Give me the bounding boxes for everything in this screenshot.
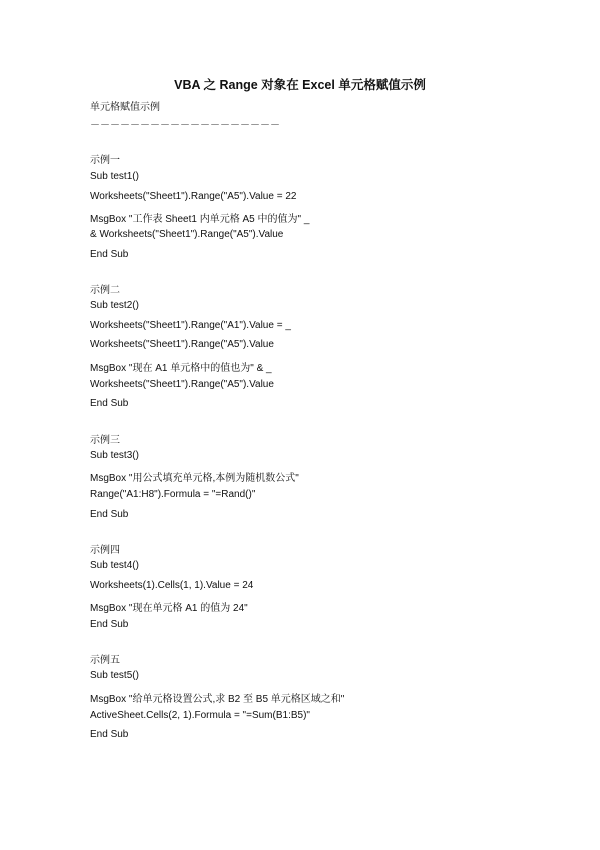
code-line: MsgBox "现在 A1 单元格中的值也为" & _ [90, 363, 272, 374]
code-line: Worksheets("Sheet1").Range("A5").Value [90, 379, 274, 390]
code-line: End Sub [90, 619, 129, 630]
code-line: MsgBox "现在单元格 A1 的值为 24" [90, 603, 248, 614]
code-line: End Sub [90, 509, 129, 520]
code-line: End Sub [90, 729, 129, 740]
section-heading-2: 示例二 [90, 285, 120, 296]
divider: －－－－－－－－－－－－－－－－－－－ [90, 120, 280, 131]
subtitle: 单元格赋值示例 [90, 102, 160, 113]
code-line: ActiveSheet.Cells(2, 1).Formula = "=Sum(B1:B5)" [90, 710, 310, 721]
page-title: VBA 之 Range 对象在 Excel 单元格赋值示例 [174, 78, 426, 92]
code-line: End Sub [90, 249, 129, 260]
section-heading-1: 示例一 [90, 155, 120, 166]
code-line: Worksheets(1).Cells(1, 1).Value = 24 [90, 580, 254, 591]
code-line: Sub test2() [90, 300, 139, 311]
code-line: MsgBox "工作表 Sheet1 内单元格 A5 中的值为" _ [90, 214, 310, 225]
code-line: Sub test3() [90, 450, 139, 461]
code-line: & Worksheets("Sheet1").Range("A5").Value [90, 229, 284, 240]
section-heading-4: 示例四 [90, 545, 120, 556]
code-line: End Sub [90, 398, 129, 409]
code-line: Worksheets("Sheet1").Range("A5").Value = 22 [90, 191, 297, 202]
code-line: Range("A1:H8").Formula = "=Rand()" [90, 489, 256, 500]
section-heading-5: 示例五 [90, 655, 120, 666]
code-line: Worksheets("Sheet1").Range("A1").Value = _ [90, 320, 291, 331]
code-line: Sub test5() [90, 670, 139, 681]
code-line: MsgBox "给单元格设置公式,求 B2 至 B5 单元格区域之和" [90, 694, 345, 705]
code-line: Sub test4() [90, 560, 139, 571]
section-heading-3: 示例三 [90, 435, 120, 446]
code-line: Sub test1() [90, 171, 139, 182]
code-line: Worksheets("Sheet1").Range("A5").Value [90, 339, 274, 350]
code-line: MsgBox "用公式填充单元格,本例为随机数公式" [90, 473, 299, 484]
